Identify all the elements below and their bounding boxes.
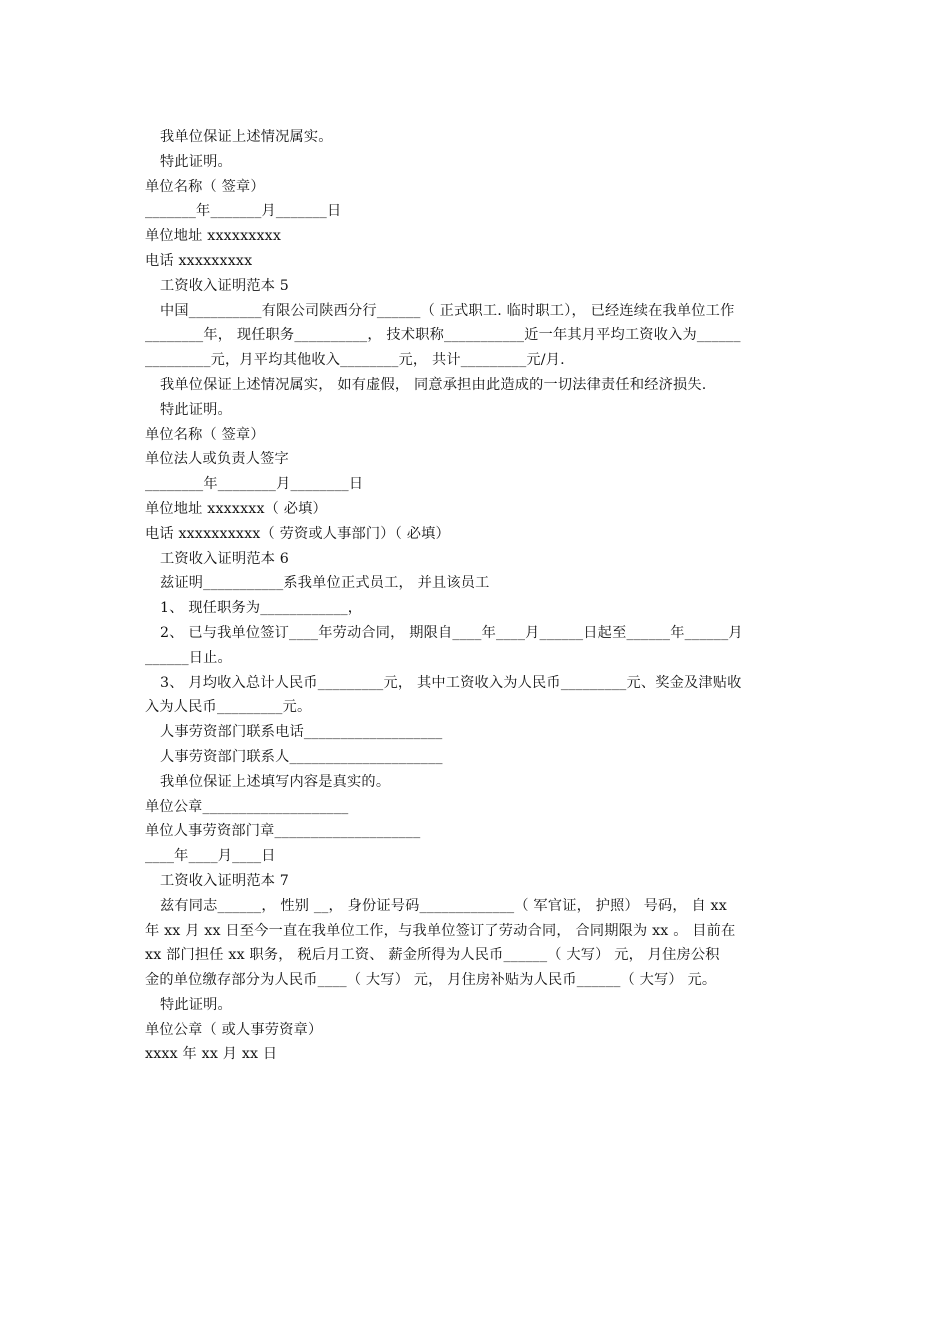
document-body xyxy=(145,125,810,1067)
text-line: _______年_______月_______日 xyxy=(145,203,342,220)
text-line: 兹有同志______， 性别 __， 身份证号码_____________（ 军官证， 护照） 号码， 自 xx xyxy=(160,897,727,914)
text-line: 我单位保证上述填写内容是真实的。 xyxy=(160,773,391,790)
text-line: 单位地址 xxxxxxx（ 必填） xyxy=(145,500,327,517)
text-line: 单位名称（ 签章） xyxy=(145,178,265,195)
text-line: 1、 现任职务为____________， xyxy=(160,600,363,617)
text-line: ______日止。 xyxy=(145,649,232,666)
text-line: 单位公章____________________ xyxy=(145,798,349,815)
text-line: 年 xx 月 xx 日至今一直在我单位工作，与我单位签订了劳动合同， 合同期限为 xx 。 目前在 xyxy=(145,922,736,939)
text-line: 入为人民币_________元。 xyxy=(145,699,312,716)
text-line: 兹证明___________系我单位正式员工， 并且该员工 xyxy=(160,575,490,592)
text-line: 人事劳资部门联系电话___________________ xyxy=(160,724,443,741)
text-line: xx 部门担任 xx 职务， 税后月工资、 薪金所得为人民币______（ 大写） 元， 月住房公积 xyxy=(145,947,720,964)
text-line: 人事劳资部门联系人_____________________ xyxy=(160,748,443,765)
text-line: 特此证明。 xyxy=(160,401,232,418)
text-line: _________元，月平均其他收入________元， 共计_________元/月. xyxy=(145,352,565,369)
text-line: 金的单位缴存部分为人民币____（ 大写） 元， 月住房补贴为人民币______（ 大写） 元。 xyxy=(145,972,717,989)
text-line: 3、 月均收入总计人民币_________元， 其中工资收入为人民币_________元、奖金及津贴收 xyxy=(160,674,742,691)
text-line: 单位法人或负责人签字 xyxy=(145,451,289,468)
text-line: 工资收入证明范本 5 xyxy=(160,277,290,294)
text-line: ________年________月________日 xyxy=(145,476,364,493)
text-line: 我单位保证上述情况属实， 如有虚假， 同意承担由此造成的一切法律责任和经济损失. xyxy=(160,376,707,393)
text-line: 电话 xxxxxxxxxx（ 劳资或人事部门）（ 必填） xyxy=(145,525,450,542)
text-line: 特此证明。 xyxy=(160,996,232,1013)
text-line: 单位名称（ 签章） xyxy=(145,426,265,443)
text-line: ____年____月____日 xyxy=(145,848,276,865)
text-line: 中国__________有限公司陕西分行______（ 正式职工. 临时职工）， 已经连续在我单位工作 xyxy=(160,302,735,319)
text-line: 电话 xxxxxxxxx xyxy=(145,252,253,269)
text-line: xxxx 年 xx 月 xx 日 xyxy=(145,1046,278,1063)
text-line: ________年， 现任职务__________， 技术职称___________近一年其月平均工资收入为______ xyxy=(145,327,741,344)
text-line: 单位人事劳资部门章____________________ xyxy=(145,823,421,840)
text-line: 工资收入证明范本 6 xyxy=(160,550,290,567)
text-line: 2、 已与我单位签订____年劳动合同， 期限自____年____月______日起至______年______月 xyxy=(160,624,743,641)
text-line: 单位地址 xxxxxxxxx xyxy=(145,228,282,245)
text-line: 特此证明。 xyxy=(160,153,232,170)
text-line: 单位公章（ 或人事劳资章） xyxy=(145,1021,323,1038)
text-line: 工资收入证明范本 7 xyxy=(160,872,290,889)
text-line: 我单位保证上述情况属实。 xyxy=(160,129,333,145)
